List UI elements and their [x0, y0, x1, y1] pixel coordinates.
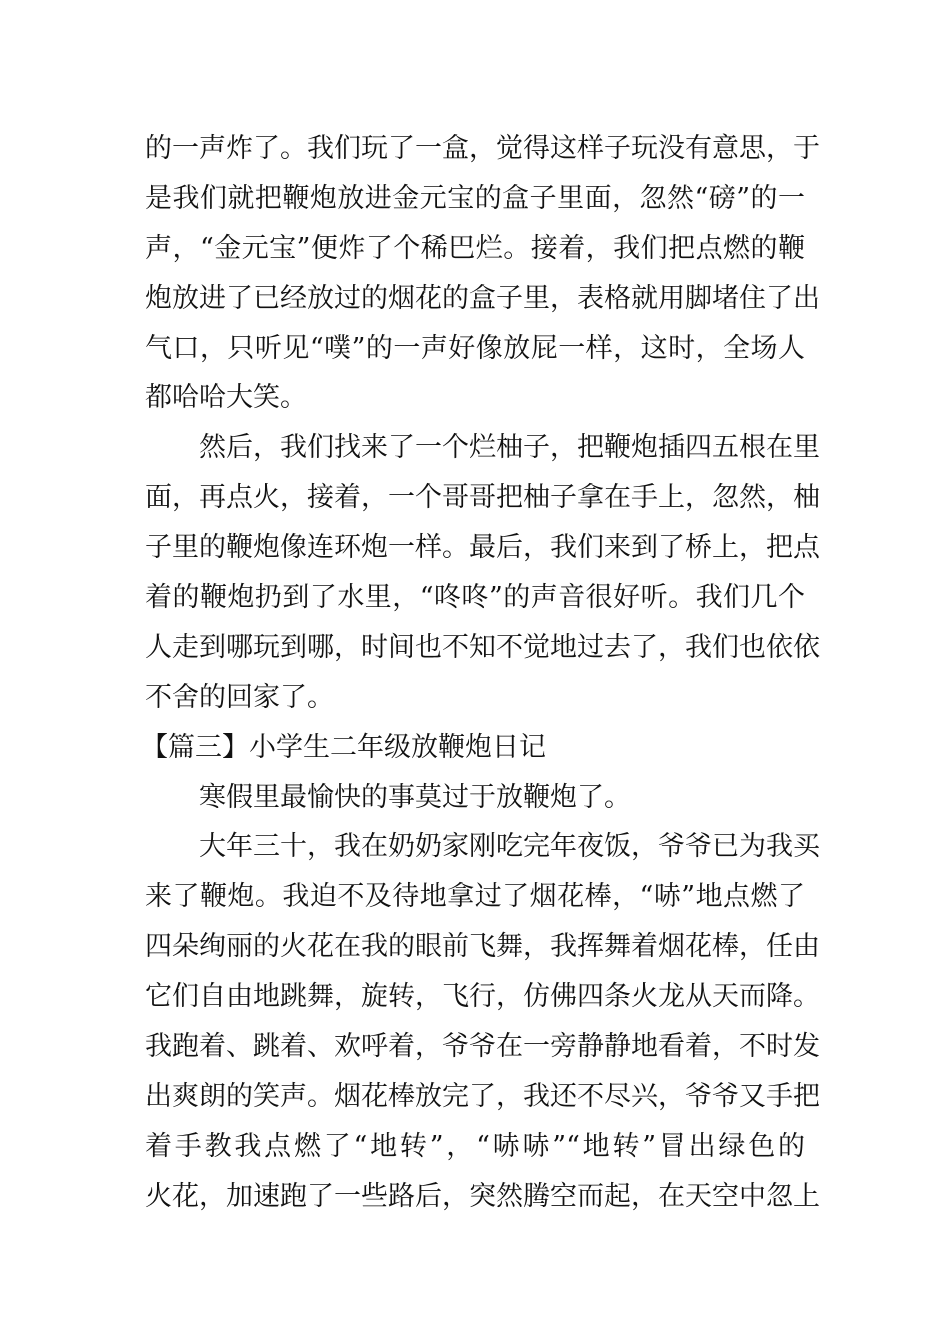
- text-line: 寒假里最愉快的事莫过于放鞭炮了。: [199, 781, 631, 813]
- text-line: 大年三十，我在奶奶家刚吃完年夜饭，爷爷已为我买: [199, 831, 820, 863]
- text-line: 它们自由地跳舞，旋转，飞行，仿佛四条火龙从天而降。: [145, 981, 820, 1013]
- text-line: 是我们就把鞭炮放进金元宝的盒子里面，忽然“磅”的一: [145, 182, 805, 214]
- text-line: 不舍的回家了。: [145, 681, 334, 713]
- text-line: 的一声炸了。我们玩了一盒，觉得这样子玩没有意思，于: [145, 133, 820, 164]
- text-line: 炮放进了已经放过的烟花的盒子里，表格就用脚堵住了出: [145, 282, 820, 314]
- paragraph-2: [145, 423, 820, 722]
- text-line: 我跑着、跳着、欢呼着，爷爷在一旁静静地看着，不时发: [145, 1031, 820, 1063]
- text-line: 着手教我点燃了“地转”，“哧哧”“地转”冒出绿色的: [145, 1130, 805, 1162]
- paragraph-4: [145, 822, 820, 1221]
- paragraph-1: [145, 124, 820, 423]
- text-line: 着的鞭炮扔到了水里，“咚咚”的声音很好听。我们几个: [145, 582, 805, 614]
- text-line: 气口，只听见“噗”的一声好像放屁一样，这时，全场人: [145, 332, 805, 364]
- paragraph-3: [145, 773, 805, 823]
- text-line: 火花，加速跑了一些路后，突然腾空而起，在天空中忽上: [145, 1180, 820, 1212]
- text-line: 四朵绚丽的火花在我的眼前飞舞，我挥舞着烟花棒，任由: [145, 931, 820, 963]
- text-line: 人走到哪玩到哪，时间也不知不觉地过去了，我们也依依: [145, 631, 820, 663]
- text-line: 来了鞭炮。我迫不及待地拿过了烟花棒，“哧”地点燃了: [145, 881, 805, 913]
- text-line: 都哈哈大笑。: [145, 382, 307, 414]
- text-line: 出爽朗的笑声。烟花棒放完了，我还不尽兴，爷爷又手把: [145, 1080, 820, 1112]
- text-line: 子里的鞭炮像连环炮一样。最后，我们来到了桥上，把点: [145, 532, 820, 564]
- text-line: 面，再点火，接着，一个哥哥把柚子拿在手上，忽然，柚: [145, 482, 820, 514]
- document-body: [141, 124, 820, 1222]
- section-heading: 【篇三】小学生二年级放鞭炮日记: [141, 731, 546, 763]
- text-line: 声，“金元宝”便炸了个稀巴烂。接着，我们把点燃的鞭: [145, 232, 805, 264]
- text-line: 然后，我们找来了一个烂柚子，把鞭炮插四五根在里: [199, 432, 820, 464]
